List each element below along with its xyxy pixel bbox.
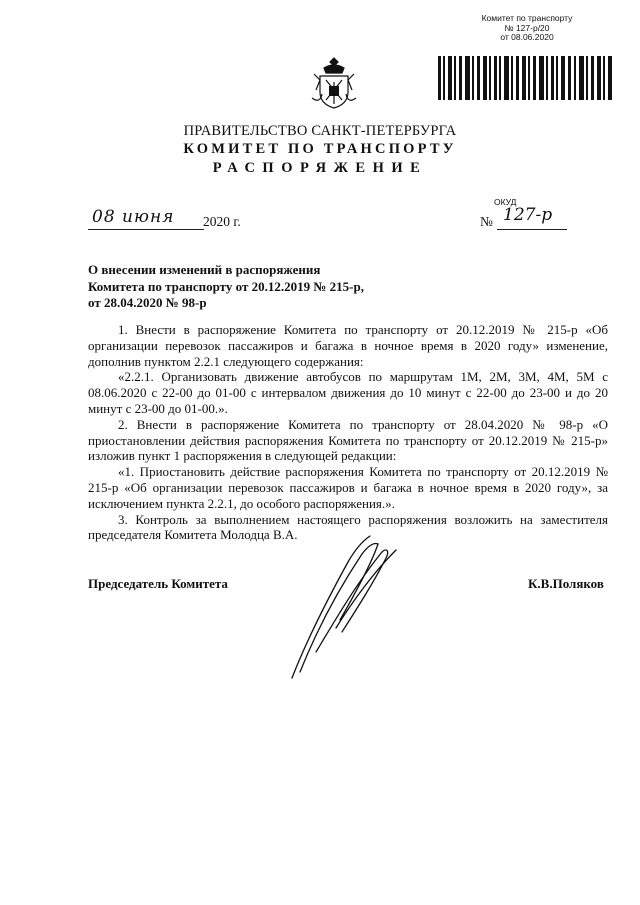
signatory-position: Председатель Комитета [88, 576, 228, 591]
barcode-icon [438, 56, 614, 100]
date-year: 2020 г. [203, 214, 241, 229]
stamp-line-committee: Комитет по транспорту [481, 13, 573, 23]
body-paragraph: 3. Контроль за выполнением настоящего распоряжения возложить на заместителя председателя Комитета Молодца В.А. [88, 511, 608, 543]
subject-line: О внесении изменений в распоряжения [88, 262, 321, 277]
number-sign: № [480, 214, 493, 229]
handwritten-number: 127-р [497, 205, 567, 230]
stamp-line-date: от 08.06.2020 [500, 32, 554, 42]
body-paragraph: 2. Внести в распоряжение Комитета по транспорту от 28.04.2020 № 98-р «О приостановлении действия распоряжения Комитета по транспорту от 20.12.2019 № 215-р» изложив пункт 1 распоряжения в следующей редакции: [88, 416, 608, 464]
subject-line: от 28.04.2020 № 98-р [88, 295, 207, 310]
handwritten-signature-icon [286, 532, 406, 682]
committee-title: КОМИТЕТ ПО ТРАНСПОРТУ [183, 141, 457, 157]
government-title: ПРАВИТЕЛЬСТВО САНКТ-ПЕТЕРБУРГА [183, 123, 457, 139]
document-body [88, 322, 608, 543]
signatory-name: К.В.Поляков [528, 576, 604, 591]
registration-stamp [452, 14, 602, 43]
okud-label: ОКУД [494, 197, 517, 207]
coat-of-arms-icon [310, 56, 358, 110]
document-subject [88, 262, 388, 312]
subject-line: Комитета по транспорту от 20.12.2019 № 215-р, [88, 278, 364, 294]
document-type: РАСПОРЯЖЕНИЕ [212, 160, 428, 176]
handwritten-date: 08 июня [88, 207, 204, 230]
body-paragraph: «2.2.1. Организовать движение автобусов по маршрутам 1М, 2М, 3М, 4М, 5М с 08.06.2020 с 22-00 до 01-00 с интервалом движения до 10 минут с 22-00 до 23-00 и до 20 минут с 23-00 до 01-00.». [88, 369, 608, 416]
stamp-line-number: № 127-р/20 [504, 22, 550, 33]
body-paragraph: 1. Внести в распоряжение Комитета по транспорту от 20.12.2019 № 215-р «Об организации перевозок пассажиров и багажа в ночное время в 2020 году» изменение, дополнив пунктом 2.2.1 следующего содержания: [88, 322, 608, 369]
body-paragraph: «1. Приостановить действие распоряжения Комитета по транспорту от 20.12.2019 № 215-р «Об организации перевозок пассажиров и багажа в ночное время в 2020 году», за исключением пункта 2.2.1, до особого распоряжения.». [88, 464, 608, 511]
